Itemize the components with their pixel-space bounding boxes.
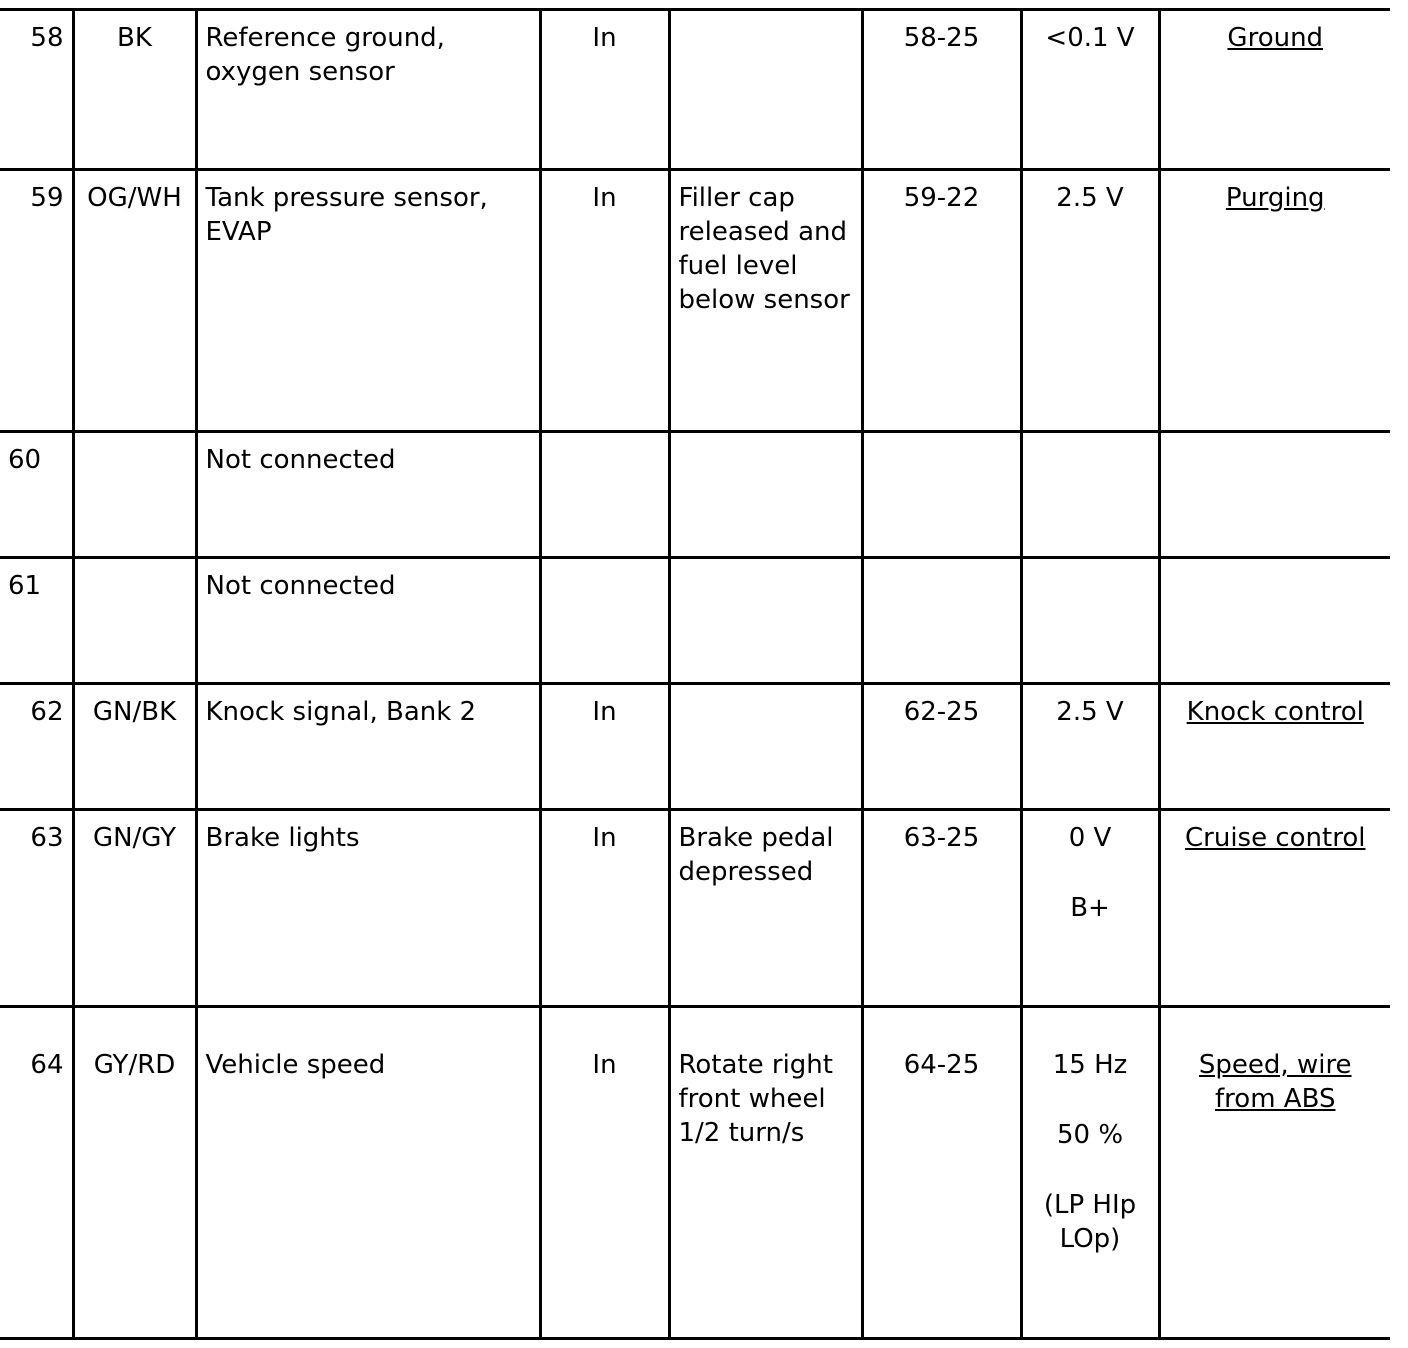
- value-spacer: [1031, 1082, 1150, 1118]
- signal-description: Tank pressure sensor, EVAP: [196, 170, 540, 432]
- function-cell: [1159, 10, 1390, 170]
- wire-color: [73, 558, 196, 684]
- measure-pins: [862, 432, 1021, 558]
- function-cell: [1159, 432, 1390, 558]
- function-link-ground[interactable]: Ground: [1227, 23, 1324, 53]
- measure-pins: 63-25: [862, 810, 1021, 1007]
- test-condition: [669, 10, 862, 170]
- function-link-purging[interactable]: Purging: [1225, 183, 1325, 213]
- value-line: 15 Hz: [1052, 1050, 1128, 1080]
- value-line: 2.5 V: [1056, 697, 1124, 727]
- nominal-value: [1021, 170, 1159, 432]
- nominal-value: [1021, 432, 1159, 558]
- value-line: 2.5 V: [1056, 183, 1124, 213]
- signal-direction: [540, 558, 669, 684]
- pin-number: 62: [0, 684, 73, 810]
- value-line: 50 %: [1056, 1120, 1124, 1150]
- signal-direction: In: [540, 10, 669, 170]
- test-condition: [669, 684, 862, 810]
- value-line: <0.1 V: [1045, 23, 1135, 53]
- table-row: [0, 558, 1390, 684]
- nominal-value: [1021, 10, 1159, 170]
- pinout-table: [0, 8, 1390, 1340]
- pin-number: 64: [0, 1007, 73, 1339]
- function-cell: [1159, 170, 1390, 432]
- function-cell: [1159, 810, 1390, 1007]
- value-line: (LP HIp LOp): [1043, 1190, 1137, 1254]
- function-link-cruise-control[interactable]: Cruise control: [1185, 823, 1366, 853]
- signal-direction: In: [540, 810, 669, 1007]
- signal-description: Not connected: [196, 432, 540, 558]
- table-row: [0, 432, 1390, 558]
- function-cell: [1159, 558, 1390, 684]
- table-row: [0, 1007, 1390, 1339]
- value-spacer: [1031, 1152, 1150, 1188]
- nominal-value: [1021, 684, 1159, 810]
- value-spacer: [1031, 855, 1150, 891]
- table-row: [0, 10, 1390, 170]
- measure-pins: 58-25: [862, 10, 1021, 170]
- wire-color: GN/GY: [73, 810, 196, 1007]
- signal-direction: In: [540, 170, 669, 432]
- table-row: [0, 810, 1390, 1007]
- signal-direction: In: [540, 684, 669, 810]
- test-condition: [669, 558, 862, 684]
- signal-direction: [540, 432, 669, 558]
- test-condition: [669, 432, 862, 558]
- pin-number: 63: [0, 810, 73, 1007]
- function-cell: [1159, 1007, 1390, 1339]
- pin-number: 60: [0, 432, 73, 558]
- function-link-speed-wire-from-abs[interactable]: Speed, wire from ABS: [1198, 1050, 1352, 1114]
- nominal-value: [1021, 558, 1159, 684]
- wire-color: GN/BK: [73, 684, 196, 810]
- signal-description: Brake lights: [196, 810, 540, 1007]
- pin-number: 61: [0, 558, 73, 684]
- test-condition: Filler cap released and fuel level below sensor: [669, 170, 862, 432]
- measure-pins: 64-25: [862, 1007, 1021, 1339]
- wire-color: BK: [73, 10, 196, 170]
- wire-color: [73, 432, 196, 558]
- signal-description: Not connected: [196, 558, 540, 684]
- nominal-value: [1021, 810, 1159, 1007]
- value-line: 0 V: [1068, 823, 1112, 853]
- wire-color: GY/RD: [73, 1007, 196, 1339]
- nominal-value: [1021, 1007, 1159, 1339]
- function-link-knock-control[interactable]: Knock control: [1186, 697, 1364, 727]
- signal-description: Vehicle speed: [196, 1007, 540, 1339]
- test-condition: Brake pedal depressed: [669, 810, 862, 1007]
- measure-pins: 62-25: [862, 684, 1021, 810]
- measure-pins: 59-22: [862, 170, 1021, 432]
- wire-color: OG/WH: [73, 170, 196, 432]
- value-line: B+: [1070, 893, 1110, 923]
- function-cell: [1159, 684, 1390, 810]
- signal-direction: In: [540, 1007, 669, 1339]
- test-condition: Rotate right front wheel 1/2 turn/s: [669, 1007, 862, 1339]
- pin-number: 58: [0, 10, 73, 170]
- pin-number: 59: [0, 170, 73, 432]
- table-row: [0, 170, 1390, 432]
- measure-pins: [862, 558, 1021, 684]
- signal-description: Knock signal, Bank 2: [196, 684, 540, 810]
- signal-description: Reference ground, oxygen sensor: [196, 10, 540, 170]
- table-row: [0, 684, 1390, 810]
